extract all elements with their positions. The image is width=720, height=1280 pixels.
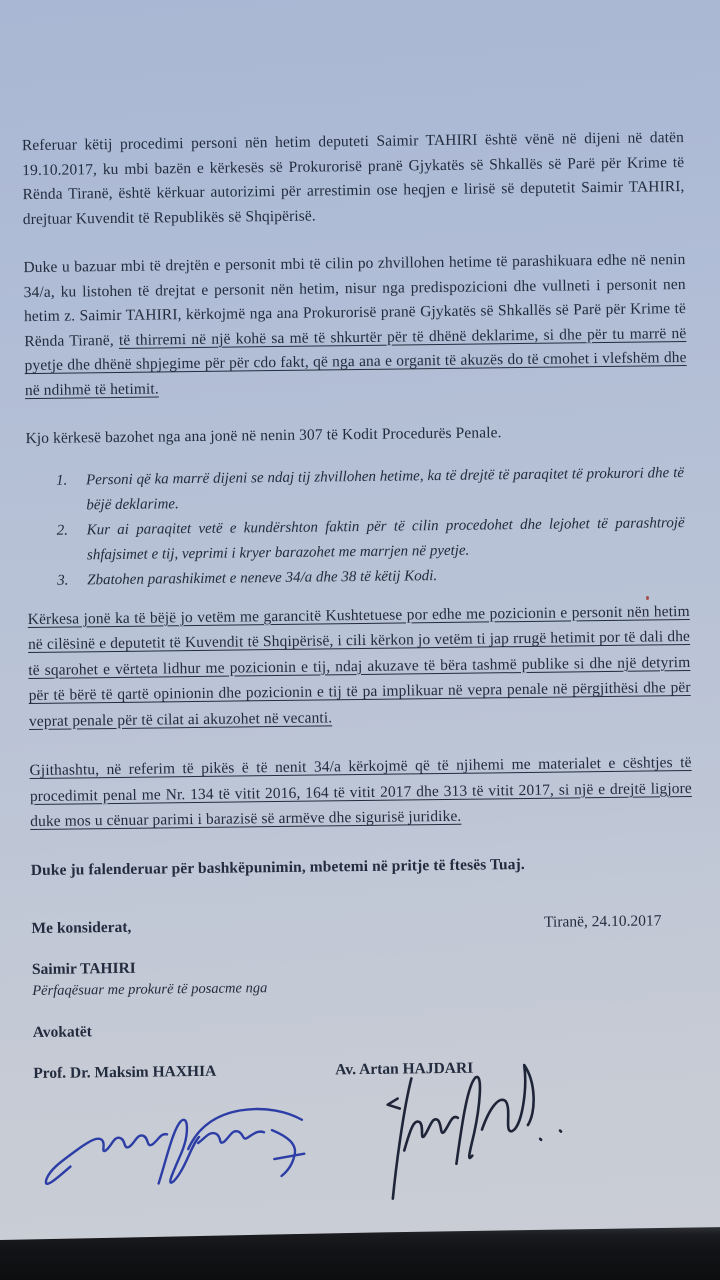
list-item-2-number: 2. [56,522,68,539]
represented-by-line: Përfaqësuar me prokurë të posacme nga [32,980,268,1000]
list-item-3-number: 3. [57,572,69,589]
signature-haxhia [39,1085,330,1199]
ink-speck [646,596,649,600]
list-item-1 [56,460,689,518]
legal-points-list [26,460,689,593]
list-item-1-number: 1. [55,472,68,489]
paragraph-thanks: Duke ju falenderuar për bashkëpunimin, mbetemi në pritje të ftesës Tuaj. [30,855,525,879]
signatures-area [33,1075,697,1233]
list-item-2 [56,510,689,568]
paragraph-request-underlined: të thirremi në një kohë sa më të shkurtër për të dhënë deklarime, si dhe për tu marrë në pyetje dhe dhënë shpjegime për për cdo fakt, që nga ana e organit të akuzës do të cmohet i vlefshëm dhe në ndihmë të hetimit. [24,324,687,399]
paragraph-request-normal: Duke u bazuar mbi të drejtën e personit mbi të cilin po zhvillohen hetime të parashikuara edhe në nenin 34/a, ku listohen të drejtat e personit nën hetim, nisur nga predispozicioni dhe vullneti i personit nen hetim z. Saimir TAHIRI, kërkojmë nga ana Prokurorisë pranë Gjykatës së Shkallës së Parë për Krime të Rënda Tiranë, [23,250,687,350]
principal-name: Saimir TAHIRI [31,959,136,979]
closing-regards: Me konsiderat, [31,918,132,938]
lawyer-name-hajdari: Av. Artan HAJDARI [335,1059,474,1079]
paragraph-position: Kërkesa jonë ka të bëjë jo vetëm me garancitë Kushtetuese por edhe me pozicionin e personit nën hetim në cilësinë e deputetit të Kuvendit të Shqipërisë, i cili kërkon jo vetëm ti jap rrugë hetimit por të dali dhe të sqarohet e vërteta lidhur me pozicionin e tij, ndaj akuzave të bëra tashmë publike si dhe një detyrim për të bërë të qartë opinionin dhe pozicionin e tij të pa implikuar në vepra penale në përgjithësi dhe për veprat penale për të cilat ai akuzohet në vecanti. [27,602,691,730]
lawyers-label: Avokatët [32,1023,92,1042]
paragraph-intro: Referuar këtij procedimi personi nën hetim deputeti Saimir TAHIRI është vënë në dijeni në datën 19.10.2017, ku mbi bazën e kërkesës së Prokurorisë pranë Gjykatës së Shkallës së Parë për Krime të Rënda Tiranë, është kërkuar autorizimi për arrestimin ose heqjen e lirisë së deputetit Saimir TAHIRI, drejtuar Kuvendit të Republikës së Shqipërisë. [21,129,685,228]
table-background [0,1226,720,1280]
place-date: Tiranë, 24.10.2017 [543,912,662,931]
list-item-2-text: Kur ai paraqitet vetë e kundërshton faktin për të cilin procedohet dhe lejohet të parashtrojë shfajsimet e tij, veprimi i kryer barazohet me marrjen në pyetje. [86,514,685,563]
paragraph-legal-basis: Kjo kërkesë bazohet nga ana jonë në nenin 307 të Kodit Procedurës Penale. [25,424,502,448]
signature-hajdari [361,1044,578,1207]
list-item-3-text: Zbatohen parashikimet e neneve 34/a dhe 38 të këtij Kodi. [87,567,438,588]
closing-row [31,912,693,938]
list-item-1-text: Personi që ka marrë dijeni se ndaj tij zhvillohen hetime, ka të drejtë të paraqitet të prokurori dhe të bëjë deklarime. [85,464,685,513]
lawyer-name-haxhia: Prof. Dr. Maksim HAXHIA [33,1062,217,1083]
paragraph-materials: Gjithashtu, në referim të pikës ë të nenit 34/a kërkojmë që të njihemi me materialet e cështjes të procedimit penal me Nr. 134 të vitit 2016, 164 të vitit 2017 dhe 313 të vitit 2017, si një e drejtë ligjore duke mos u cënuar parimi i barazisë së armëve dhe sigurisë juridike. [29,753,692,831]
paragraph-request [23,248,687,403]
